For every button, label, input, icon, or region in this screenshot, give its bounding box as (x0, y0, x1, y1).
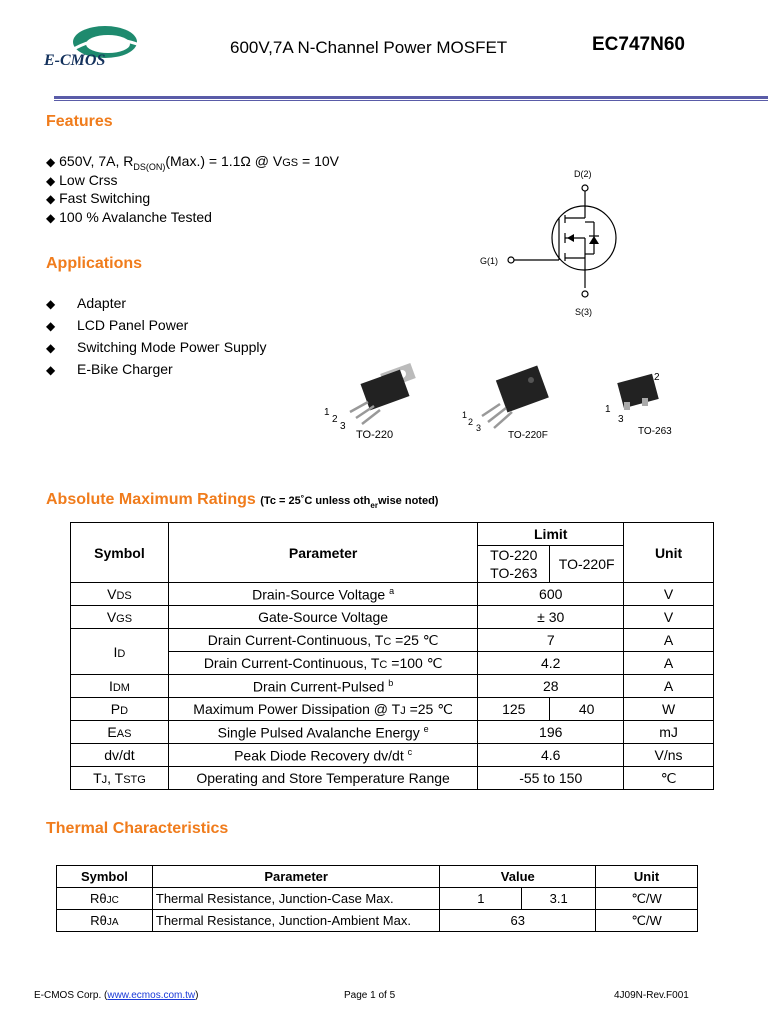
features-heading: Features (46, 113, 113, 130)
table-row: Drain Current-Continuous, TC =100 ℃ 4.2 A (71, 652, 714, 675)
drain-label: D(2) (574, 169, 592, 179)
part-number: EC747N60 (592, 34, 685, 55)
applications-heading: Applications (46, 255, 143, 272)
diamond-bullet-icon: ◆ (46, 211, 56, 225)
thermal-heading: Thermal Characteristics (46, 820, 229, 837)
svg-text:1: 1 (605, 404, 611, 415)
to-220-package-icon (324, 363, 416, 441)
table-row: dv/dt Peak Diode Recovery dv/dt $^c$ 4.6 V/ns (71, 744, 714, 767)
diamond-bullet-icon: ◆ (46, 192, 56, 206)
source-terminal (582, 291, 588, 297)
table-row: ID Drain Current-Continuous, TC =25 ℃ 7 A (71, 629, 714, 652)
diamond-bullet-icon: ◆ (46, 363, 56, 377)
table-row: EAS Single Pulsed Avalanche Energy $^e$ 196 mJ (71, 721, 714, 744)
table-row: VGS Gate-Source Voltage ± 30 V (71, 606, 714, 629)
col-value: Value (440, 866, 596, 888)
feature-item: ◆ Low Crss (46, 172, 118, 188)
diamond-bullet-icon: ◆ (46, 341, 56, 355)
feature-item: ◆ 100 % Avalanche Tested (46, 209, 212, 225)
to-220f-package-icon (462, 365, 549, 441)
footer-company: E-CMOS Corp. (www.ecmos.com.tw) (34, 990, 199, 1001)
abs-max-table (70, 522, 714, 790)
package-images (320, 360, 700, 450)
package-label: TO-263 (638, 426, 672, 437)
col-limit-to220f: TO-220F (550, 546, 624, 583)
table-row: RθJC Thermal Resistance, Junction-Case Max. 1 3.1 ℃/W (57, 888, 698, 910)
to-263-package-icon (605, 372, 672, 437)
mosfet-schematic (470, 160, 630, 320)
col-parameter: Parameter (168, 523, 477, 583)
application-item: ◆ Switching Mode Poweг Supply (46, 339, 267, 355)
diamond-bullet-icon: ◆ (46, 155, 56, 169)
logo-text: E-CMOS (44, 52, 106, 69)
diamond-bullet-icon: ◆ (46, 174, 56, 188)
document-title: 600V,7A N-Channel Power MOSFET (230, 38, 508, 57)
header-rule-thin (54, 100, 768, 101)
table-row: PD Maximum Power Dissipation @ TJ =25 ℃ 125 40 W (71, 698, 714, 721)
col-limit: Limit (478, 523, 624, 546)
svg-text:3: 3 (618, 414, 624, 425)
svg-text:2: 2 (332, 414, 338, 425)
svg-text:1: 1 (324, 407, 330, 418)
source-label: S(3) (575, 307, 593, 317)
svg-text:3: 3 (340, 421, 346, 432)
feature-item: ◆ 650V, 7A, $R_{DS(ON)}(Max.) = 1.1\Omega$ @ VGS = 10V (46, 153, 339, 172)
application-item: ◆ LCD Panel Power (46, 317, 189, 333)
col-symbol: Symbol (71, 523, 169, 583)
drain-terminal (582, 185, 588, 191)
svg-text:1: 1 (462, 410, 468, 420)
col-limit-to220: TO-220 TO-263 (478, 546, 550, 583)
gate-label: G(1) (480, 256, 498, 266)
table-row: TJ, TSTG Operating and Store Temperature Range -55 to 150 ℃ (71, 767, 714, 790)
application-item: ◆ Adapter (46, 295, 127, 311)
gate-terminal (508, 257, 514, 263)
diamond-bullet-icon: ◆ (46, 297, 56, 311)
col-unit: Unit (624, 523, 714, 583)
col-unit: Unit (596, 866, 698, 888)
col-symbol: Symbol (57, 866, 153, 888)
package-label: TO-220F (508, 430, 548, 441)
page-number: Page 1 of 5 (344, 990, 396, 1001)
abs-max-heading: Absolute Maximum Ratings (46, 491, 256, 508)
diamond-bullet-icon: ◆ (46, 319, 56, 333)
abs-max-heading-row: Absolute Maximum Ratings (Tc = 25˚C unless oth$_{er}$wise noted) (46, 491, 439, 511)
svg-text:2: 2 (654, 372, 660, 383)
package-label: TO-220 (356, 429, 394, 441)
thermal-table (56, 865, 698, 932)
table-row: VDS Drain-Source Voltage $^a$ 600 V (71, 583, 714, 606)
company-website-link[interactable]: www.ecmos.com.tw (107, 990, 196, 1001)
feature-item: ◆ Fast Switching (46, 190, 151, 206)
col-parameter: Parameter (152, 866, 440, 888)
svg-text:2: 2 (468, 417, 474, 427)
svg-text:3: 3 (476, 423, 482, 433)
company-logo (42, 22, 152, 82)
table-row: IDM Drain Current-Pulsed $^b$ 28 A (71, 675, 714, 698)
header-rule (54, 96, 768, 99)
mosfet-symbol-icon (508, 185, 616, 297)
application-item: ◆ E-Bike Charger (46, 361, 173, 377)
table-row: RθJA Thermal Resistance, Junction-Ambient Max. 63 ℃/W (57, 910, 698, 932)
revision: 4J09N-Rev.F001 (614, 990, 689, 1001)
